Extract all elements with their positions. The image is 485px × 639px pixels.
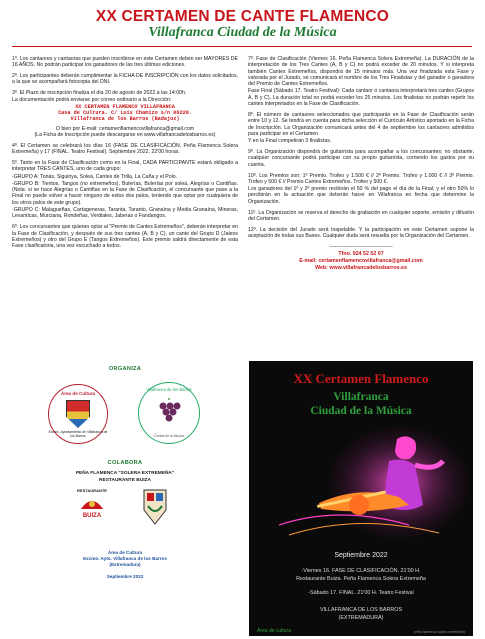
download-note[interactable]: (La Ficha de Inscripción puede descargarse en www.villafrancadelosbarros.es) — [34, 131, 216, 138]
event-poster — [249, 361, 473, 636]
rule-9: 9º. La Organización dispondrá de guitarrista para acompañar a los concursantes; no obstante, cualquier concursante podrá participar con su propio guitarrista, corriendo los gastos por su cuenta. — [248, 149, 474, 168]
buiza-logo-text: BUIZA — [82, 513, 102, 519]
ciudad-musica-logo-sub: Ciudad de la Música — [153, 434, 185, 438]
grapes-icon — [152, 398, 186, 432]
colabora-label: COLABORA — [107, 460, 143, 466]
rules-column-left — [12, 56, 238, 254]
address-line-1: XX CERTAMEN FLAMENCO VILLAFRANCA — [75, 103, 175, 110]
poster-line-4: VILLAFRANCA DE LOS BARROS — [319, 607, 403, 613]
pena-flamenca-text: PEÑA FLAMENCA "SOLERA EXTREMEÑA" — [75, 471, 175, 476]
organiza-label: ORGANIZA — [108, 366, 142, 372]
rules-column-right — [248, 56, 474, 272]
poster-line-1: -Viernes 16. FASE DE CLASIFICACIÓN. 21'00 H. — [301, 568, 421, 574]
rule-11: 11º. La Organización se reserva el derecho de grabación en cualquier soporte, emisión y difusión del Certamen. — [248, 209, 474, 222]
rule-12: 12º. La decisión del Jurado será inapelable. Y la participación en este Certamen supone la aceptación de todas sus Bases. Cualquier duda será resuelta por la Organización del Certamen. — [248, 226, 474, 240]
header-divider — [12, 46, 472, 47]
rule-1: 1º. Los cantaores y cantaoras que pueden inscribirse en este Certamen deben ser MAYORES DE 16 AÑOS. No podrán participar los ganadores de las tres últimas ediciones. — [12, 56, 238, 69]
contact-divider: ------------------------------------ — [329, 243, 393, 250]
restaurante-logo — [74, 488, 110, 528]
poster-line-5: (EXTREMADURA) — [338, 615, 384, 621]
rule-5-group-b: -GRUPO B: Tientos, Tangos (no extremeños), Bulerías, Bulerías por soleá, Alegrías o Cantiñas. (Nota: si se hace Alegrías o Cantiñas en la Fase de Clasificación, el concursante que pase a la Final no puede volver a hacer ninguno de estos dos palos, teniendo que optar por cualquiera de los otros palos de este grupo). — [12, 180, 238, 206]
rule-5-group-c: -GRUPO C: Malagueñas, Cartageneras, Taranta, Taranto, Granaína y Media Granaína, Mineras, Levanticas, Murciana, Rondeñas, Verdiales, Jaberas o Fandangos. — [12, 207, 238, 220]
email-line[interactable]: O bien por E-mail: certamenflamencovillafranca@gmail.com — [55, 125, 195, 132]
area-cultura-logo-text: Área de Cultura — [60, 391, 96, 396]
rule-10: 10º. Los Premios son: 1º Premio. Trofeo y 1.500 € // 2º Premio. Trofeo y 1.000 € // 3º Premio. Trofeo y 500 € // Premio Cantes Extremeños. Trofeo y 500 €. — [248, 172, 474, 185]
restaurant-logo-icon — [77, 493, 107, 511]
rule-5-group-a: -GRUPO A: Tonás, Siguiriya, Soleá, Cantes de Trilla, La Caña y el Polo. — [12, 173, 178, 180]
poster-line-2: Restaurante Buiza. Peña Flamenca Solera Extremeña — [296, 576, 426, 582]
area-cultura-logo-sub: Excmo. Ayuntamiento de Villafranca de los Barros — [48, 430, 108, 439]
rule-6: 6º. Los concursantes que quieran optar al "Premio de Cantes Extremeños", deberán interpretar en la Fase de Clasificación, y después de sus tres cantes (A, B y C), un cante del Grupo D (Jaleos Extremeños) y otro del Grupo E (Tangos Extremeños). Este premio saldrá directamente de esta Fase clasificatoria, una vez escuchado a todos. — [12, 224, 238, 250]
pena-flamenca-name — [12, 471, 238, 476]
footer-region: (Extremadura) — [109, 562, 141, 567]
footer-area-cultura: Área de Cultura — [107, 550, 143, 555]
rule-3 — [12, 90, 238, 103]
rule-5: 5º. Tanto en la Fase de Clasificación como en la Final, CADA PARTICIPANTE estará obligado a interpretar TRES CANTES, uno de cada grupo: — [12, 159, 238, 173]
poster-date: Septiembre 2022 — [334, 552, 388, 559]
footer-ayuntamiento: Excmo. Ayto. Villafranca de los Barros — [83, 556, 167, 561]
poster-line-3: -Sábado 17. FINAL. 21'00 H. Teatro Festival — [308, 590, 414, 596]
contact-phone[interactable]: Tfno. 924 52 52 07 — [338, 250, 384, 257]
contact-block — [248, 244, 474, 272]
poster-footer-cultura: Área de cultura — [257, 628, 291, 634]
pena-shield-icon — [142, 488, 168, 526]
footer-date: Septiembre 2022 — [106, 574, 144, 579]
address-line-3: Villafranca de los Barros (Badajoz) — [70, 116, 180, 123]
sponsors-panel — [12, 336, 238, 636]
restaurante-logo-label: RESTAURANTE — [77, 488, 107, 493]
address-line-2: Casa de Cultura. C/ Luis Chamizo s/n 06220. — [58, 110, 192, 117]
rule-3-text: 3º. El Plazo de inscripción finaliza el día 20 de agosto de 2022 a las 14:00h. — [12, 90, 187, 97]
ciudad-musica-logo-text: Villafranca de los Barros — [146, 387, 192, 392]
flamenco-singer-illustration — [279, 425, 469, 543]
rule-7-final: Fase Final (Sábado 17. Teatro Festival): Cada cantaor o cantaora interpretará tres cantes (Grupos A, B y C). La duración total no podrá exceder los 25 minutos. Los finalistas no podrán repetir los cantes interpretados en la Fase de Clasificación. — [248, 88, 474, 108]
page-subtitle: Villafranca Ciudad de la Música — [148, 25, 337, 40]
poster-title: XX Certamen Flamenco — [293, 371, 429, 386]
contact-web[interactable]: Web: www.villafrancadelosbarros.es — [315, 264, 407, 271]
page-title: XX CERTAMEN DE CANTE FLAMENCO — [95, 8, 390, 25]
rule-8-final: Y en la Final competirán 3 finalistas. — [248, 138, 332, 145]
restaurante-buiza-name: RESTAURANTE BUIZA — [99, 478, 151, 483]
poster-subtitle-2: Ciudad de la Música — [310, 405, 412, 417]
contact-email[interactable]: E-mail: certamenflamencovillafranca@gmail.com — [299, 257, 423, 264]
rule-10-payment: Los ganadores del 1º y 2º premio recibirán el 50 % del pago el día de la Final; y el otro 50% lo percibirán en la actuación que deberán hacer en Villafranca en fecha que determine la Organización. — [248, 186, 474, 205]
rule-7: 7º. Fase de Clasificación (Viernes 16. Peña Flamenca Solera Extremeña). La DURACIÓN de la interpretación de los Tres Cantes (A, B y C) no podrá exceder de 20 minutos. Y si interpreta también Cantes Extremeños, dispondrá de 15 minutos más. Una vez finalizada esta Fase y valorada por el Jurado, se comunicará el nombre de los Tres Finalistas y del ganador o ganadora del Premio de Cantes Extremeños. — [248, 56, 474, 88]
rule-4: 4º. El Certamen se celebrará los días 16 (FASE DE CLASIFICACIÓN. Peña Flamenca Solera Extremeña) y 17 (FINAL. Teatro Festival). Septiembre 2022. 22'00 horas. — [12, 142, 238, 156]
pena-logo — [142, 488, 168, 526]
rule-8: 8º. El número de cantaores seleccionados que participarán en la Fase de Clasificación serán entre 10 y 12. Se tendrá en cuenta para dicha selección el Currículo Artístico aportado en la Ficha de Inscripción. La Organización comunicará antes del 4 de septiembre los cantaores admitidos para participar en el Certamen. — [248, 111, 474, 137]
poster-footer-pena: peña flamenca solera extremeña — [414, 630, 465, 634]
poster-subtitle-1: Villafranca — [333, 391, 389, 403]
rule-2: 2º. Los participantes deberán cumplimentar la FICHA DE INSCRIPCIÓN con los datos solicitados, a la que se acompañará fotocopia del DNI. — [12, 73, 238, 86]
rule-3-address-intro: La documentación podrá enviarse por correo ordinario a la Dirección: — [12, 96, 172, 103]
